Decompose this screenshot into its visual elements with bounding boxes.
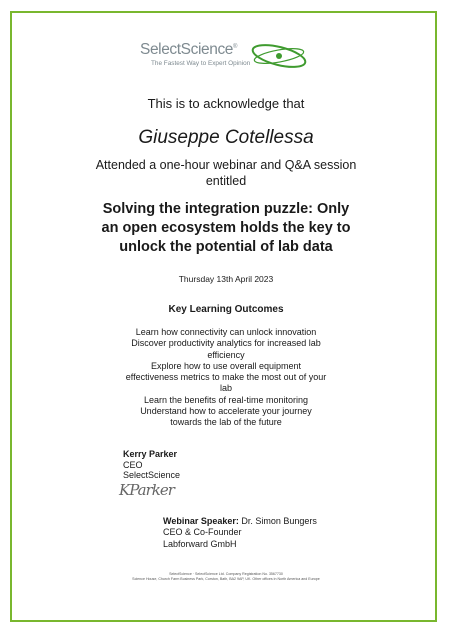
selectscience-logo [140, 39, 312, 79]
attended-text [0, 157, 452, 189]
signatory-company: SelectScience [123, 470, 181, 481]
outcome-line: effectiveness metrics to make the most out of your [125, 372, 327, 383]
signatory-name: Kerry Parker [123, 449, 178, 459]
speaker-label: Webinar Speaker: [163, 516, 239, 526]
speaker-company: Labforward GmbH [163, 538, 237, 549]
speaker-block [163, 516, 317, 550]
logo-registered-mark: ® [233, 43, 238, 50]
outcome-line: Learn the benefits of real-time monitoring [143, 394, 309, 405]
outcome-line: Discover productivity analytics for increased lab [131, 338, 321, 349]
acknowledge-text: This is to acknowledge that [147, 96, 305, 111]
footer-legal [0, 572, 452, 582]
attended-line: entitled [205, 174, 247, 188]
footer-line: Science House, Church Farm Business Park, Corston, Bath, BA2 9AP, UK. Other offices in North America and Europe [132, 577, 320, 581]
footer-line: SelectScience · SelectScience Ltd. Company Registration No. 3567730 [169, 572, 283, 576]
outcome-line: Learn how connectivity can unlock innovation [135, 327, 317, 337]
outcome-line: efficiency [207, 349, 245, 360]
webinar-title-line: unlock the potential of lab data [119, 239, 333, 255]
attended-line: Attended a one-hour webinar and Q&A session [95, 158, 357, 172]
outcomes-heading: Key Learning Outcomes [168, 304, 284, 315]
webinar-title [0, 200, 452, 257]
webinar-title-line: Solving the integration puzzle: Only [102, 201, 350, 217]
speaker-name: Dr. Simon Bungers [241, 516, 317, 526]
outcome-line: lab [219, 383, 232, 394]
recipient-name: Giuseppe Cotellessa [138, 127, 314, 148]
signatory-block [123, 449, 180, 481]
outcome-line: Understand how to accelerate your journey [140, 406, 312, 417]
handwritten-signature: KParker [119, 481, 174, 499]
webinar-date: Thursday 13th April 2023 [178, 274, 274, 284]
logo-tagline: The Fastest Way to Expert Opinion [151, 60, 251, 67]
orbit-logo-icon [248, 39, 310, 73]
outcome-line: towards the lab of the future [170, 417, 282, 428]
outcomes-list [0, 327, 452, 429]
logo-name: SelectScience [140, 41, 234, 58]
outcome-line: Explore how to use overall equipment [150, 360, 302, 371]
speaker-role: CEO & Co-Founder [163, 527, 242, 538]
signatory-role: CEO [123, 459, 143, 470]
webinar-title-line: an open ecosystem holds the key to [101, 220, 351, 236]
